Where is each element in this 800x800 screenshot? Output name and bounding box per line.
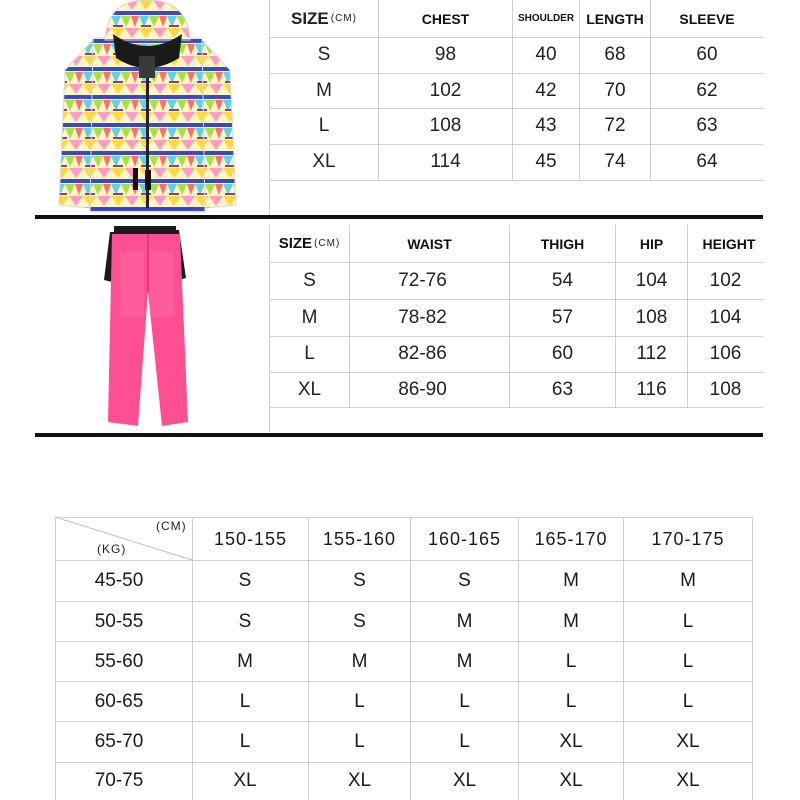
jacket-chest-cell: 102: [429, 79, 462, 101]
size-label: SIZE: [278, 235, 313, 252]
pants-hip-cell: 112: [636, 343, 667, 364]
height-header: 150-155: [213, 528, 288, 549]
ski-jacket-image: [55, 0, 240, 215]
jacket-length-cell: 74: [604, 151, 626, 172]
height-header: 170-175: [651, 528, 725, 549]
size-cell: XL: [676, 731, 700, 752]
jacket-chest-cell: 108: [429, 115, 462, 136]
size-cell: L: [682, 610, 694, 632]
size-cell: S: [238, 570, 252, 591]
size-cell: M: [237, 650, 253, 672]
size-cell: XL: [676, 770, 700, 791]
jacket-sleeve-cell: 63: [696, 115, 718, 136]
pants-hip-cell: 108: [635, 306, 668, 328]
size-cell: S: [458, 570, 471, 591]
size-cell: M: [680, 570, 696, 591]
jacket-chest-cell: 114: [430, 151, 461, 172]
pants-thigh-cell: 63: [551, 378, 574, 400]
header-hip: HIP: [639, 235, 664, 252]
weight-cell: 65-70: [94, 731, 144, 752]
jacket-length-cell: 70: [604, 79, 626, 101]
size-cell: M: [351, 650, 368, 672]
size-cell: L: [459, 731, 470, 752]
height-header: 155-160: [322, 528, 397, 549]
section-divider: [35, 215, 763, 219]
pants-thigh-cell: 57: [551, 306, 574, 328]
header-height: HEIGHT: [702, 235, 756, 252]
size-cell: M: [456, 610, 473, 632]
pants-waist-cell: 82-86: [398, 343, 447, 364]
pants-thigh-cell: 60: [551, 343, 574, 364]
jacket-chest-cell: 98: [434, 44, 457, 65]
size-cell: L: [354, 690, 365, 712]
jacket-length-cell: 72: [604, 115, 626, 136]
pants-size-cell: L: [304, 343, 315, 364]
size-cell: L: [239, 731, 251, 752]
jacket-sleeve-cell: 60: [696, 44, 718, 65]
pants-waist-cell: 72-76: [398, 269, 447, 291]
jacket-shoulder-cell: 43: [535, 115, 557, 136]
unit-label: (CM): [330, 13, 357, 24]
size-cell: L: [354, 731, 365, 752]
jacket-size-cell: M: [316, 79, 332, 101]
header-waist: WAIST: [407, 235, 452, 252]
weight-cell: 55-60: [94, 650, 144, 672]
pants-waist-cell: 86-90: [398, 378, 447, 400]
jacket-size-cell: XL: [312, 151, 336, 172]
header-shoulder: SHOULDER: [517, 13, 575, 24]
size-cell: S: [353, 610, 366, 632]
weight-cell: 70-75: [94, 770, 144, 791]
size-cell: L: [459, 690, 470, 712]
size-label: SIZE: [290, 8, 329, 28]
header-thigh: THIGH: [540, 235, 585, 252]
height-header: 160-165: [427, 528, 502, 549]
jacket-shoulder-cell: 45: [535, 151, 557, 172]
pants-size-cell: S: [303, 269, 316, 291]
pants-size-header: [270, 225, 349, 262]
unit-label: (CM): [314, 238, 341, 249]
jacket-length-cell: 68: [604, 44, 626, 65]
size-cell: M: [563, 570, 579, 591]
jacket-size-cell: L: [318, 115, 330, 136]
size-cell: XL: [233, 770, 257, 791]
pants-size-cell: XL: [297, 378, 322, 400]
pants-hip-cell: 104: [635, 269, 668, 291]
jacket-shoulder-cell: 42: [535, 79, 557, 101]
size-cell: L: [682, 650, 694, 672]
jacket-shoulder-cell: 40: [535, 44, 557, 65]
weight-cell: 60-65: [94, 690, 144, 712]
jacket-sleeve-cell: 64: [696, 151, 718, 172]
jacket-size-cell: S: [317, 44, 331, 65]
size-cell: L: [565, 690, 577, 712]
height-unit-label: (CM): [156, 519, 187, 533]
ski-pants-image: [100, 222, 195, 432]
pants-size-cell: M: [301, 306, 318, 328]
pants-height-cell: 106: [709, 343, 742, 364]
pants-height-cell: 104: [709, 306, 742, 328]
size-cell: XL: [559, 770, 583, 791]
jacket-sleeve-cell: 62: [696, 79, 718, 101]
pants-waist-cell: 78-82: [398, 306, 447, 328]
weight-unit-label: (KG): [97, 542, 127, 556]
size-cell: M: [456, 650, 473, 672]
section-divider: [35, 433, 763, 437]
jacket-size-header: [270, 0, 378, 37]
size-cell: L: [239, 690, 251, 712]
size-cell: L: [682, 690, 694, 712]
weight-cell: 50-55: [94, 610, 144, 632]
pants-thigh-cell: 54: [551, 269, 574, 291]
pants-hip-cell: 116: [636, 378, 667, 400]
size-cell: L: [565, 650, 577, 672]
header-length: LENGTH: [586, 10, 644, 27]
header-sleeve: SLEEVE: [679, 10, 735, 27]
size-cell: XL: [452, 770, 477, 791]
pants-height-cell: 102: [709, 269, 742, 291]
pants-height-cell: 108: [709, 378, 742, 400]
size-cell: M: [563, 610, 579, 632]
size-cell: S: [238, 610, 252, 632]
header-chest: CHEST: [421, 10, 470, 27]
weight-cell: 45-50: [94, 570, 144, 591]
size-cell: S: [353, 570, 366, 591]
size-cell: XL: [559, 731, 583, 752]
size-cell: XL: [347, 770, 372, 791]
height-header: 165-170: [534, 528, 608, 549]
